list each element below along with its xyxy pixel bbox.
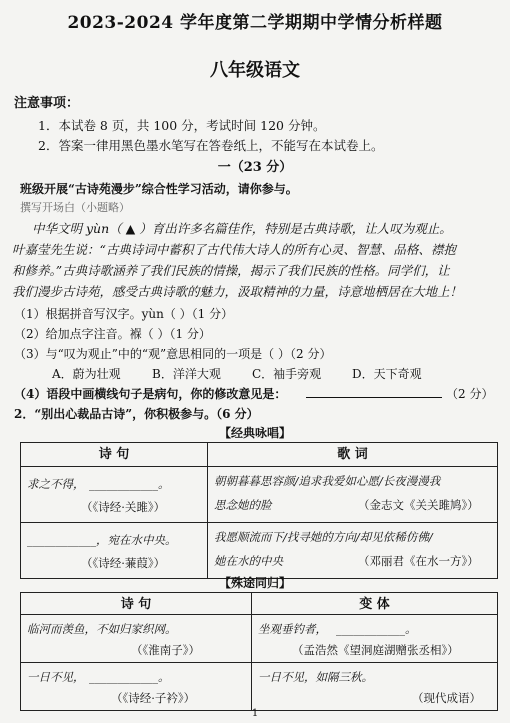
para-line: 叶嘉莹先生说：“古典诗词中蓄积了古代伟大诗人的所有心灵、智慧、品格、襟抱 (12, 242, 456, 257)
variant-source: （孟浩然《望洞庭湖赠张丞相》） (292, 643, 459, 657)
poem-cell (21, 615, 252, 663)
exam-subtitle: 八年级语文 (210, 60, 300, 81)
table-row (21, 615, 498, 663)
answer-line (306, 397, 442, 398)
lyric-text: 我愿顺流而下/找寻她的方向/却见依稀仿佛/ (214, 530, 433, 544)
question-1: （1）根据拼音写汉字。yùn（ ）（1 分） (14, 307, 234, 321)
poem-text: ____________，宛在水中央。 (27, 533, 177, 547)
question-2-main: 2．“别出心裁品古诗”，你积极参与。（6 分） (14, 407, 259, 421)
poem-cell (21, 523, 208, 579)
lyric-text: 朝朝暮暮思容颜/追求我爱如心愿/长夜漫漫我 (214, 474, 441, 488)
classic-label: 【经典咏唱】 (218, 426, 291, 440)
variant-text: 一日不见，如隔三秋。 (258, 670, 373, 684)
lyric-text: 思念她的脸 (214, 498, 272, 512)
question-2: （2）给加点字注音。褓（ ）（1 分） (14, 327, 211, 341)
classic-header-lyric: 歌 词 (208, 443, 498, 467)
variant-cell (252, 615, 498, 663)
para-line: 中华文明 yùn（ ▲ ）育出许多名篇佳作，特别是古典诗歌，让人叹为观止。 (32, 221, 452, 236)
lyric-source: （邓丽君《在水一方》） (358, 554, 479, 568)
diverse-label: 【殊途同归】 (218, 576, 291, 590)
poem-cell (21, 467, 208, 523)
classic-table (20, 442, 498, 579)
lyric-cell (208, 467, 498, 523)
question-4-score: （2 分） (446, 387, 494, 401)
poem-text: 求之不得， (27, 477, 85, 491)
variant-text: 坐观垂钓者， (258, 622, 327, 636)
poem-source: （《诗经·关雎》） (81, 500, 166, 514)
section-heading: 一（23 分） (217, 160, 293, 175)
lyric-text: 她在水的中央 (214, 554, 283, 568)
para-line: 我们漫步古诗苑，感受古典诗歌的魅力，汲取精神的力量，诗意地栖居在大地上！ (12, 284, 463, 299)
variant-cell (252, 663, 498, 711)
poem-source: （《诗经·蒹葭》） (81, 556, 166, 570)
page-number: 1 (251, 708, 259, 719)
poem-source: （《淮南子》） (131, 643, 200, 657)
option-b: B．洋洋大观 (152, 367, 221, 381)
lyric-cell (208, 523, 498, 579)
diverse-header-poem: 诗 句 (21, 593, 252, 615)
note-item: 1．本试卷 8 页，共 100 分，考试时间 120 分钟。 (38, 118, 326, 133)
poem-source: （《诗经·子衿》） (111, 691, 196, 705)
lyric-source: （金志文《关关雎鸠》） (358, 498, 479, 512)
diverse-header-variant: 变 体 (252, 593, 498, 615)
option-d: D．天下奇观 (352, 367, 422, 381)
question-4: （4）语段中画横线句子是病句，你的修改意见是： (14, 387, 287, 401)
table-row (21, 467, 498, 523)
poem-text: 一日不见， (27, 670, 85, 684)
diverse-table (20, 592, 498, 711)
exam-title: 2023-2024 学年度第二学期期中学情分析样题 (67, 13, 443, 33)
option-c: C．袖手旁观 (252, 367, 322, 381)
answer-blank: ____________。 (336, 622, 417, 636)
activity-intro: 班级开展“古诗苑漫步”综合性学习活动，请你参与。 (20, 182, 298, 196)
notes-heading: 注意事项： (14, 96, 80, 111)
activity-sub: 撰写开场白（小题略） (20, 201, 130, 214)
question-3: （3）与“叹为观止”中的“观”意思相同的一项是（ ）（2 分） (14, 347, 332, 361)
answer-blank: ____________。 (89, 670, 170, 684)
para-line: 和修养。”古典诗歌涵养了我们民族的情操，揭示了我们民族的性格。同学们，让 (12, 263, 450, 278)
note-item: 2．答案一律用黑色墨水笔写在答卷纸上，不能写在本试卷上。 (38, 138, 384, 153)
variant-source: （现代成语） (412, 691, 481, 705)
poem-cell (21, 663, 252, 711)
classic-header-poem: 诗 句 (21, 443, 208, 467)
answer-blank: ____________。 (89, 477, 170, 491)
poem-text: 临河而羡鱼，不如归家织网。 (27, 622, 177, 636)
table-row (21, 663, 498, 711)
option-a: A．蔚为壮观 (52, 367, 121, 381)
table-row (21, 523, 498, 579)
